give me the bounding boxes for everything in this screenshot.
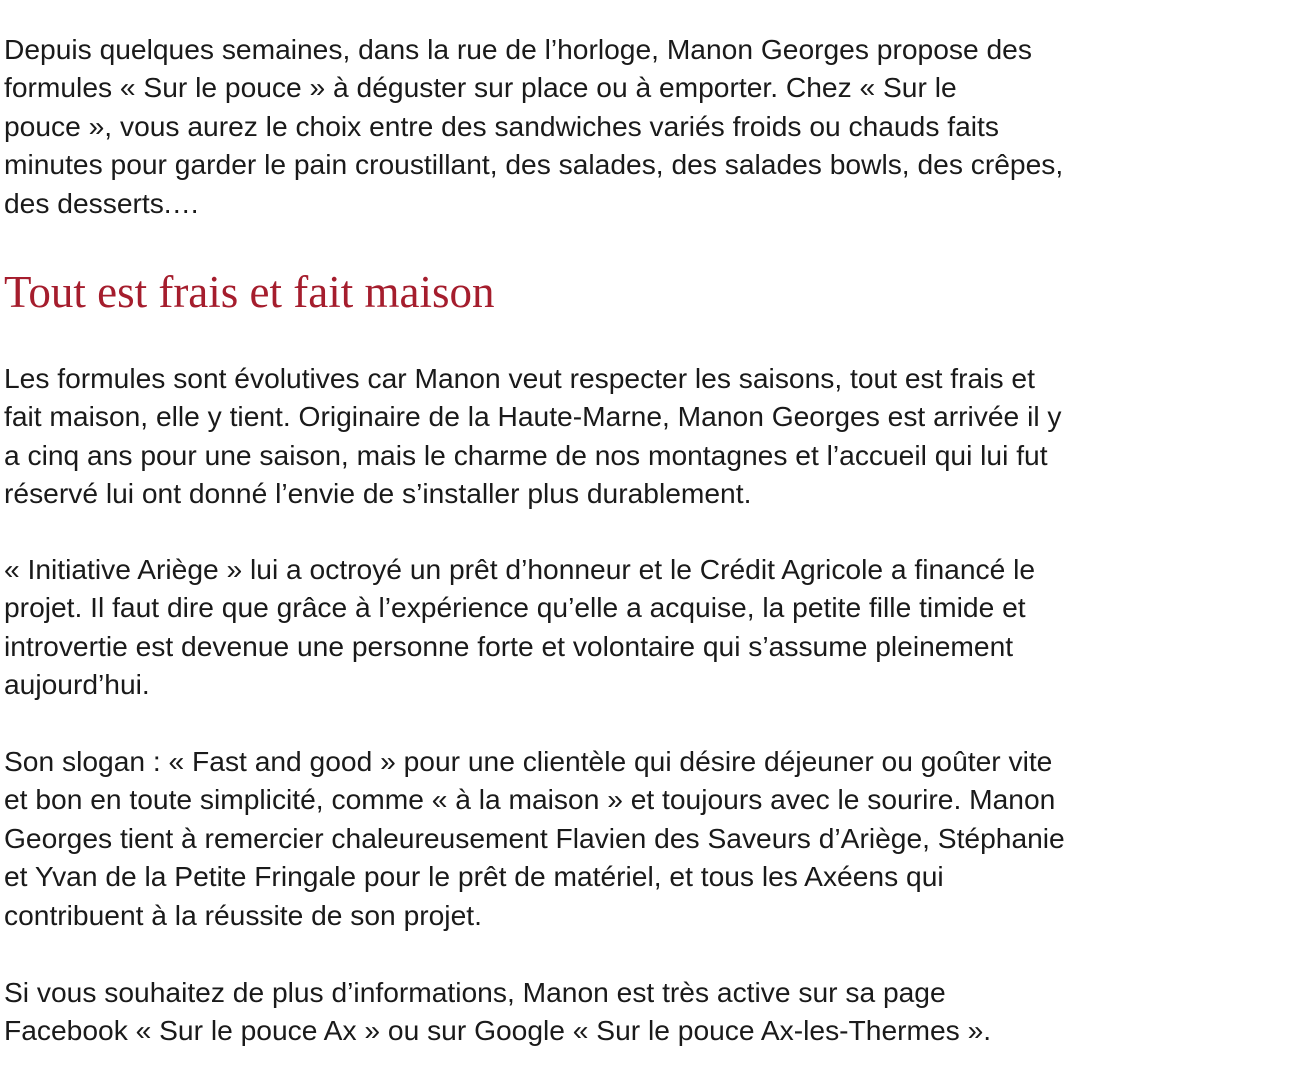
paragraph-2-line-3: a cinq ans pour une saison, mais le charme de nos montagnes et l’accueil qui lui fut [4, 438, 1048, 471]
paragraph-3-line-1: « Initiative Ariège » lui a octroyé un prêt d’honneur et le Crédit Agricole a financé le [4, 553, 1036, 585]
paragraph-4-line-4: et Yvan de la Petite Fringale pour le prêt de matériel, et tous les Axéens qui [4, 860, 944, 893]
intro-line-5: des desserts.… [4, 186, 200, 219]
paragraph-4-line-3: Georges tient à remercier chaleureusement Flavien des Saveurs d’Ariège, Stéphanie [4, 821, 1065, 854]
paragraph-slogan [4, 742, 1065, 934]
paragraph-3-line-2: projet. Il faut dire que grâce à l’expérience qu’elle a acquise, la petite fille timide et [4, 591, 1026, 624]
paragraph-2-line-4: réservé lui ont donné l’envie de s’installer plus durablement. [4, 477, 752, 510]
paragraph-4-line-5: contribuent à la réussite de son projet. [4, 898, 482, 931]
paragraph-3-line-4: aujourd’hui. [4, 668, 150, 701]
paragraph-5-line-1: Si vous souhaitez de plus d’informations, Manon est très active sur sa page [4, 976, 946, 1008]
paragraph-funding [4, 550, 1035, 704]
section-heading: Tout est frais et fait maison [4, 267, 495, 317]
intro-line-1: Depuis quelques semaines, dans la rue de l’horloge, Manon Georges propose des [4, 33, 1032, 65]
intro-line-4: minutes pour garder le pain croustillant, des salades, des salades bowls, des crêpes, [4, 148, 1064, 181]
intro-line-2: formules « Sur le pouce » à déguster sur place ou à emporter. Chez « Sur le [4, 71, 957, 104]
intro-line-3: pouce », vous aurez le choix entre des sandwiches variés froids ou chauds faits [4, 109, 999, 142]
paragraph-origins [4, 359, 1062, 513]
paragraph-contact [4, 973, 991, 1050]
paragraph-3-line-3: introvertie est devenue une personne forte et volontaire qui s’assume pleinement [4, 629, 1014, 662]
paragraph-2-line-2: fait maison, elle y tient. Originaire de la Haute-Marne, Manon Georges est arrivée il y [4, 400, 1062, 433]
paragraph-4-line-1: Son slogan : « Fast and good » pour une clientèle qui désire déjeuner ou goûter vite [4, 745, 1053, 777]
intro-paragraph [4, 30, 1063, 222]
paragraph-4-line-2: et bon en toute simplicité, comme « à la maison » et toujours avec le sourire. Manon [4, 783, 1056, 816]
paragraph-5-line-2: Facebook « Sur le pouce Ax » ou sur Google « Sur le pouce Ax-les-Thermes ». [4, 1014, 992, 1047]
paragraph-2-line-1: Les formules sont évolutives car Manon veut respecter les saisons, tout est frais et [4, 362, 1035, 394]
